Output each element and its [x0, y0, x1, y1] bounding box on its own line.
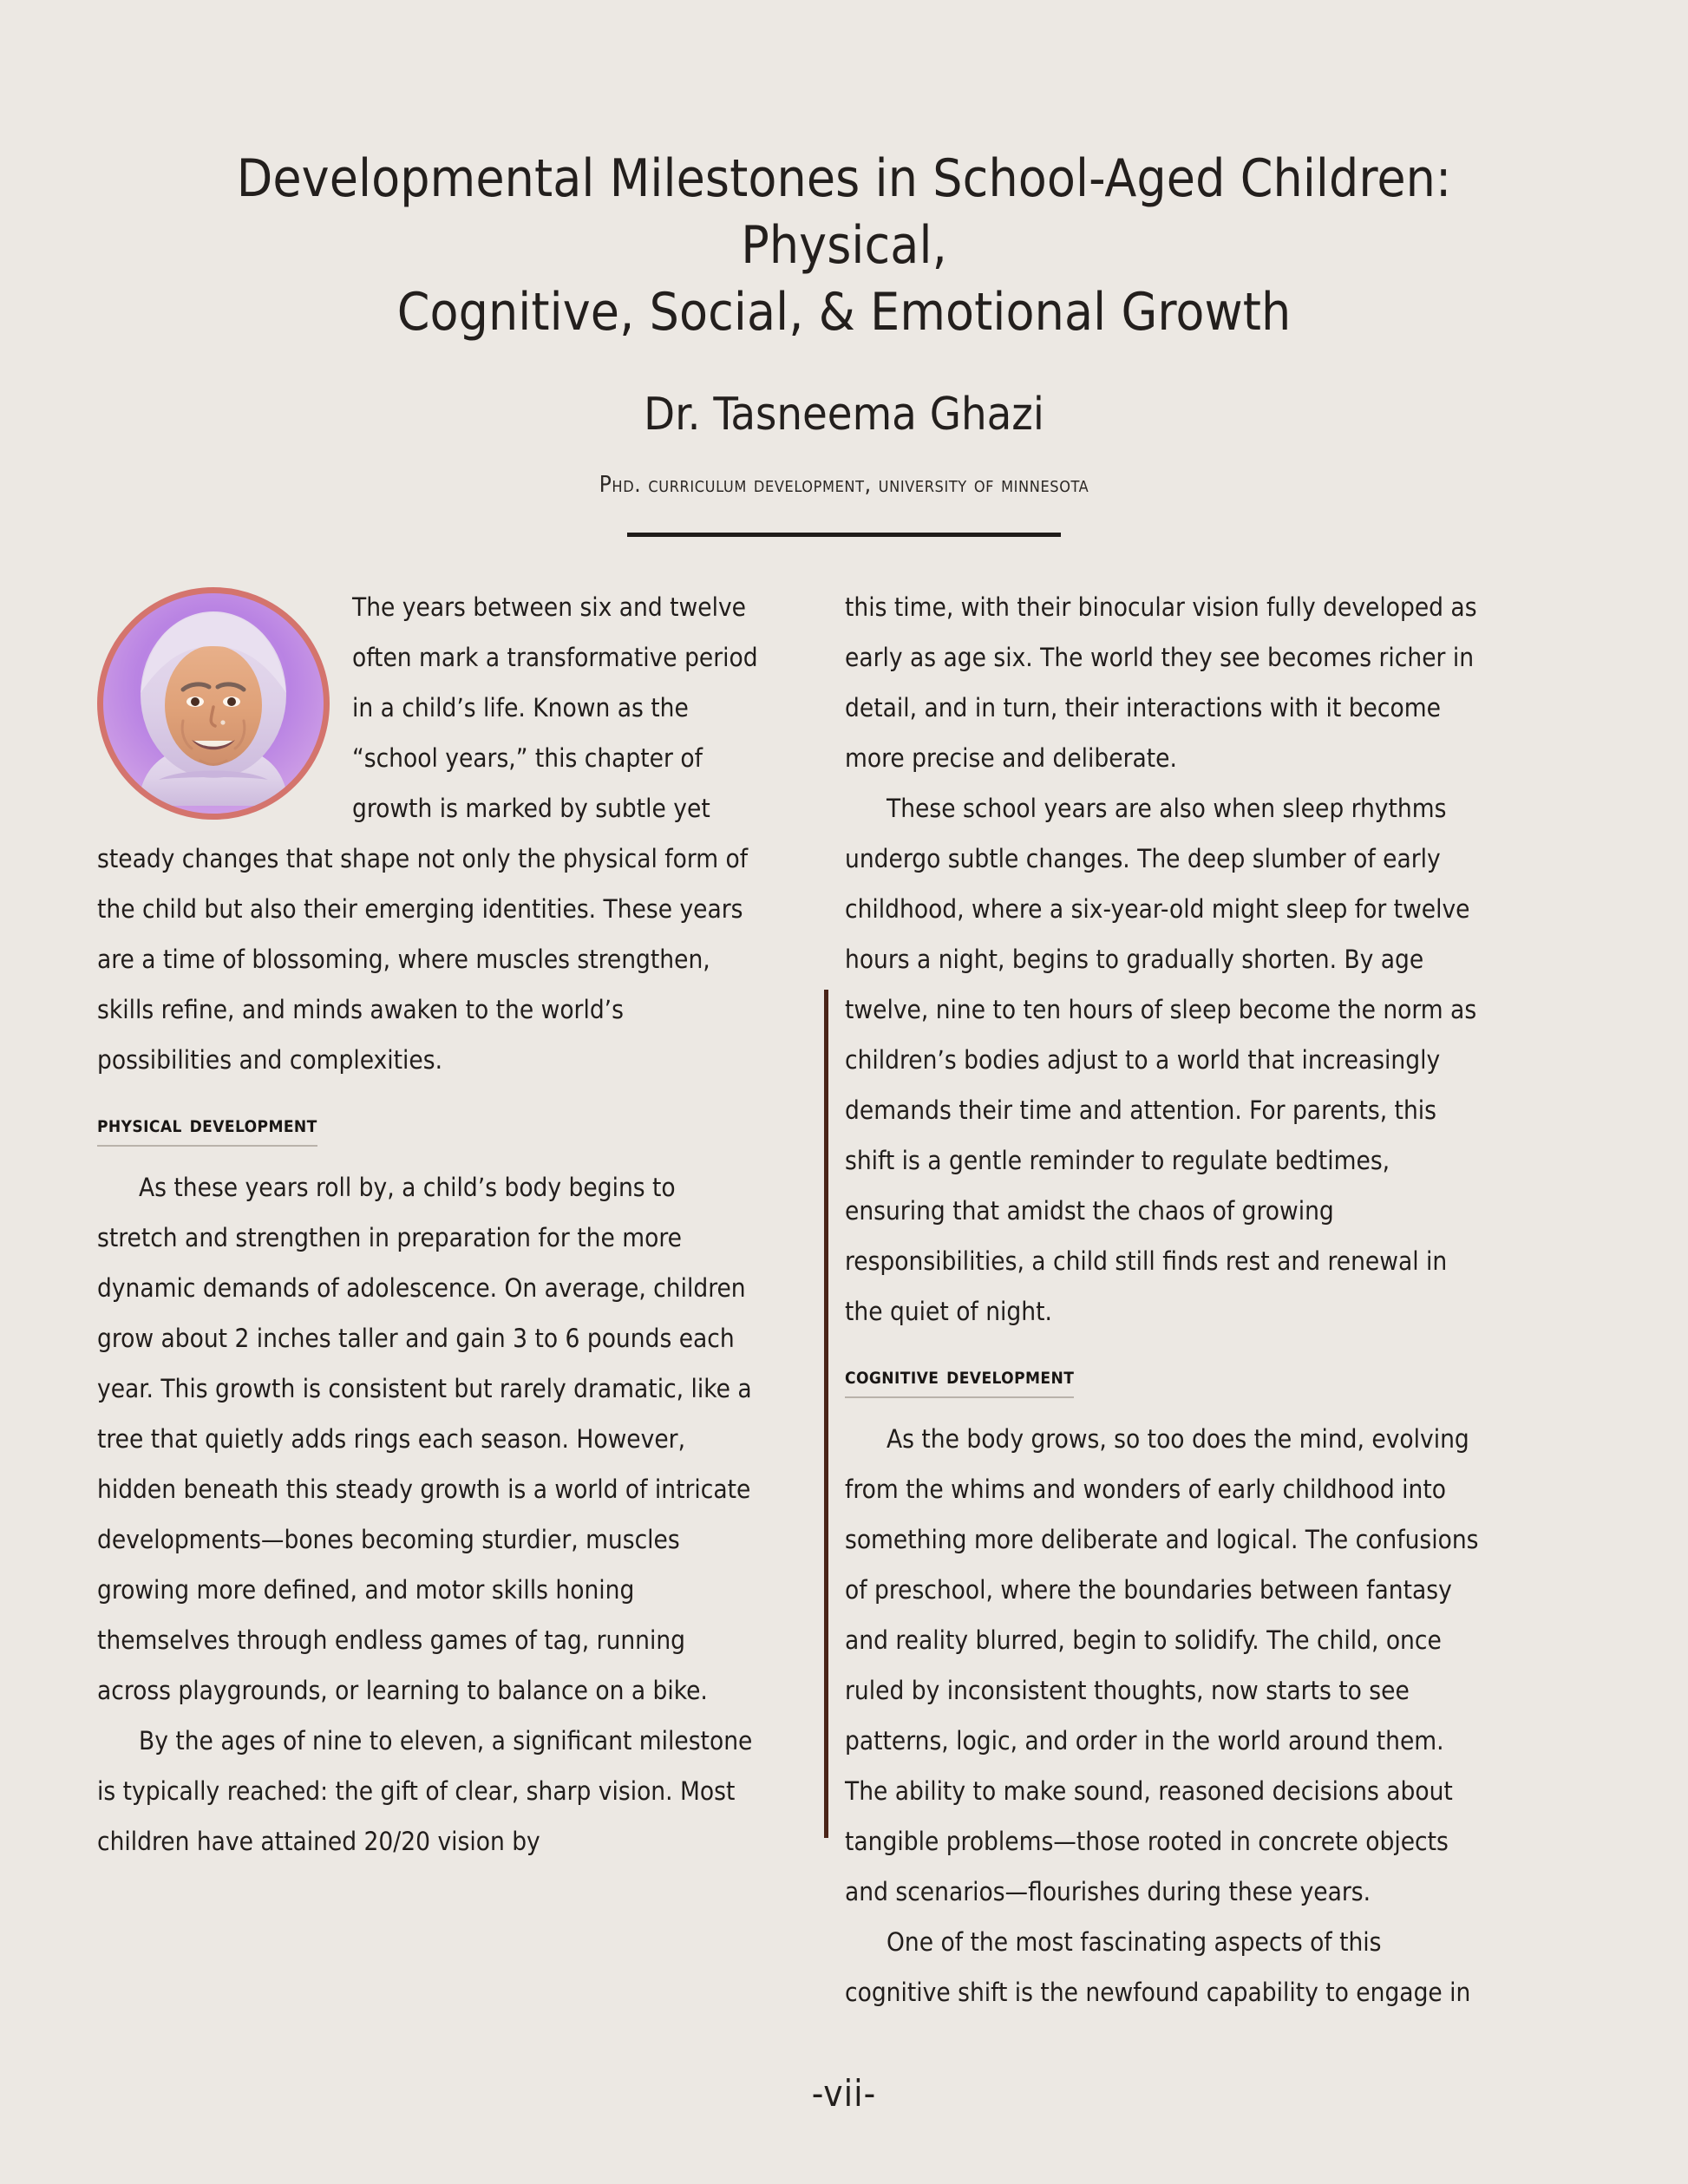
column-divider-rule	[824, 990, 828, 1838]
left-paragraph-1: The years between six and twelve often mark a transformative period in a child’s life. Known as the “school years,” this chapter of growth is marked by subtle yet steady changes that shape not only the physical form of the child but also their emerging identities. These years are a time of blossoming, where muscles strengthen, skills refine, and minds awaken to the world’s possibilities and complexities.	[97, 592, 758, 1075]
left-section-paragraph-1: As these years roll by, a child’s body begins to stretch and strengthen in preparation for the more dynamic demands of adolescence. On average, children grow about 2 inches taller and gain 3 to 6 pounds each year. This growth is consistent but rarely dramatic, like a tree that quietly adds rings each season. However, hidden beneath this steady growth is a world of intricate developments—bones becoming sturdier, muscles growing more defined, and motor skills honing themselves through endless games of tag, running across playgrounds, or learning to balance on a bike.	[97, 1172, 752, 1705]
right-section-paragraph-1: As the body grows, so too does the mind, evolving from the whims and wonders of early childhood into something more deliberate and logical. The confusions of preschool, where the boundaries between fantasy and reality blurred, begin to solidify. The child, once ruled by inconsistent thoughts, now starts to see patterns, logic, and order in the world around them. The ability to make sound, reasoned decisions about tangible problems—those rooted in concrete objects and scenarios—flourishes during these years.	[845, 1423, 1479, 1906]
right-section-paragraph-2: One of the most fascinating aspects of this cognitive shift is the newfound capability to engage in	[845, 1926, 1471, 2007]
left-section-paragraph-2: By the ages of nine to eleven, a significant milestone is typically reached: the gift of clear, sharp vision. Most children have attained 20/20 vision by	[97, 1725, 753, 1856]
right-column	[791, 582, 1485, 2017]
author-portrait	[97, 587, 330, 820]
left-column	[97, 582, 791, 1867]
masthead	[0, 0, 1688, 537]
left-section-heading-wrap	[97, 1111, 758, 1147]
portrait-illustration	[133, 610, 294, 806]
right-paragraph-1: this time, with their binocular vision fully developed as early as age six. The world they see becomes richer in detail, and in turn, their interactions with it become more precise and deliberate.	[845, 592, 1477, 773]
title-line-1: Developmental Milestones in School-Aged Children: Physical,	[236, 148, 1452, 276]
masthead-divider-rule	[627, 533, 1061, 537]
right-section-heading-wrap	[845, 1363, 1485, 1398]
section-heading-physical-development: physical development	[97, 1111, 317, 1147]
author-name: Dr. Tasneema Ghazi	[644, 389, 1044, 441]
section-heading-cognitive-development: cognitive development	[845, 1363, 1074, 1398]
title-line-2: Cognitive, Social, & Emotional Growth	[396, 281, 1292, 343]
page-number: -vii-	[811, 2072, 877, 2115]
page-title	[167, 146, 1521, 345]
right-paragraph-2: These school years are also when sleep rhythms undergo subtle changes. The deep slumber of early childhood, where a six-year-old might sleep for twelve hours a night, begins to gradually shorten. By age twelve, nine to ten hours of sleep become the norm as children’s bodies adjust to a world that increasingly demands their time and attention. For parents, this shift is a gentle reminder to regulate bedtimes, ensuring that amidst the chaos of growing responsibilities, a child still finds rest and renewal in the quiet of night.	[845, 793, 1477, 1326]
author-affiliation: Phd. curriculum development, university of minnesota	[599, 471, 1089, 498]
article-columns	[97, 582, 1591, 2017]
